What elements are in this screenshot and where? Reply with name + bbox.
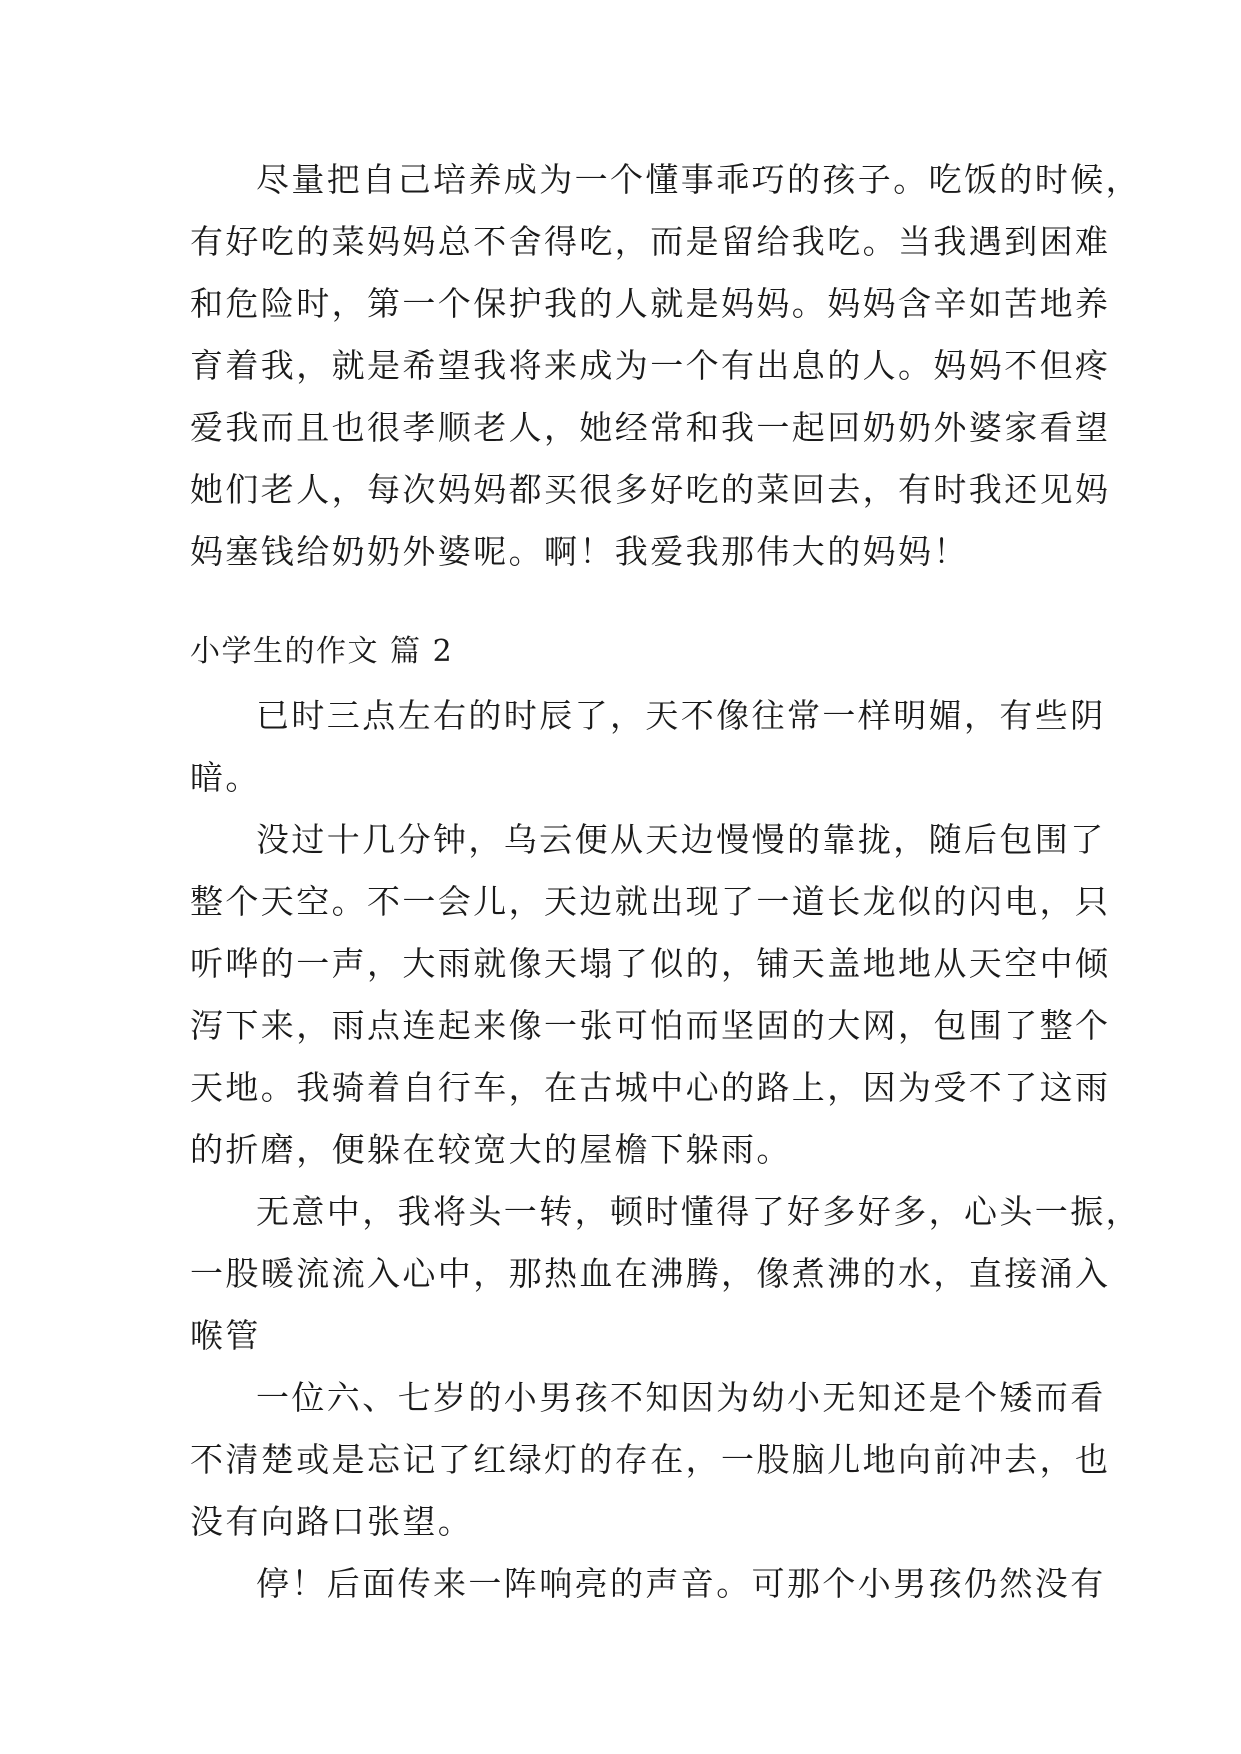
paragraph-4-line-2: 一股暖流流入心中，那热血在沸腾，像煮沸的水，直接涌入 [190,1254,1111,1293]
paragraph-3-line-2: 整个天空。不一会儿，天边就出现了一道长龙似的闪电，只 [190,882,1111,921]
paragraph-1-line-4: 育着我，就是希望我将来成为一个有出息的人。妈妈不但疼 [190,346,1111,385]
paragraph-1-line-5: 爱我而且也很孝顺老人，她经常和我一起回奶奶外婆家看望 [190,408,1111,447]
paragraph-1-line-1: 尽量把自己培养成为一个懂事乖巧的孩子。吃饭的时候， [256,160,1141,199]
paragraph-1-line-6: 她们老人，每次妈妈都买很多好吃的菜回去，有时我还见妈 [190,470,1111,509]
paragraph-5-line-1: 一位六、七岁的小男孩不知因为幼小无知还是个矮而看 [256,1378,1106,1417]
paragraph-4-line-1: 无意中，我将头一转，顿时懂得了好多好多，心头一振， [256,1192,1141,1231]
paragraph-1-line-2: 有好吃的菜妈妈总不舍得吃，而是留给我吃。当我遇到困难 [190,222,1111,261]
paragraph-3-line-3: 听哗的一声，大雨就像天塌了似的，铺天盖地地从天空中倾 [190,944,1111,983]
paragraph-1-line-7: 妈塞钱给奶奶外婆呢。啊！我爱我那伟大的妈妈！ [190,532,969,571]
paragraph-2-line-1: 已时三点左右的时辰了，天不像往常一样明媚，有些阴 [256,696,1106,735]
paragraph-3-line-1: 没过十几分钟，乌云便从天边慢慢的靠拢，随后包围了 [256,820,1106,859]
paragraph-3-line-4: 泻下来，雨点连起来像一张可怕而坚固的大网，包围了整个 [190,1006,1111,1045]
paragraph-1-line-3: 和危险时，第一个保护我的人就是妈妈。妈妈含辛如苦地养 [190,284,1111,323]
paragraph-4-line-3: 喉管 [190,1316,261,1355]
paragraph-3-line-6: 的折磨，便躲在较宽大的屋檐下躲雨。 [190,1130,792,1169]
paragraph-5-line-3: 没有向路口张望。 [190,1502,474,1541]
paragraph-2-line-2: 暗。 [190,758,261,797]
paragraph-3-line-5: 天地。我骑着自行车，在古城中心的路上，因为受不了这雨 [190,1068,1111,1107]
paragraph-6-line-1: 停！后面传来一阵响亮的声音。可那个小男孩仍然没有 [256,1564,1106,1603]
paragraph-5-line-2: 不清楚或是忘记了红绿灯的存在，一股脑儿地向前冲去，也 [190,1440,1111,1479]
section-heading: 小学生的作文 篇 2 [190,634,454,669]
